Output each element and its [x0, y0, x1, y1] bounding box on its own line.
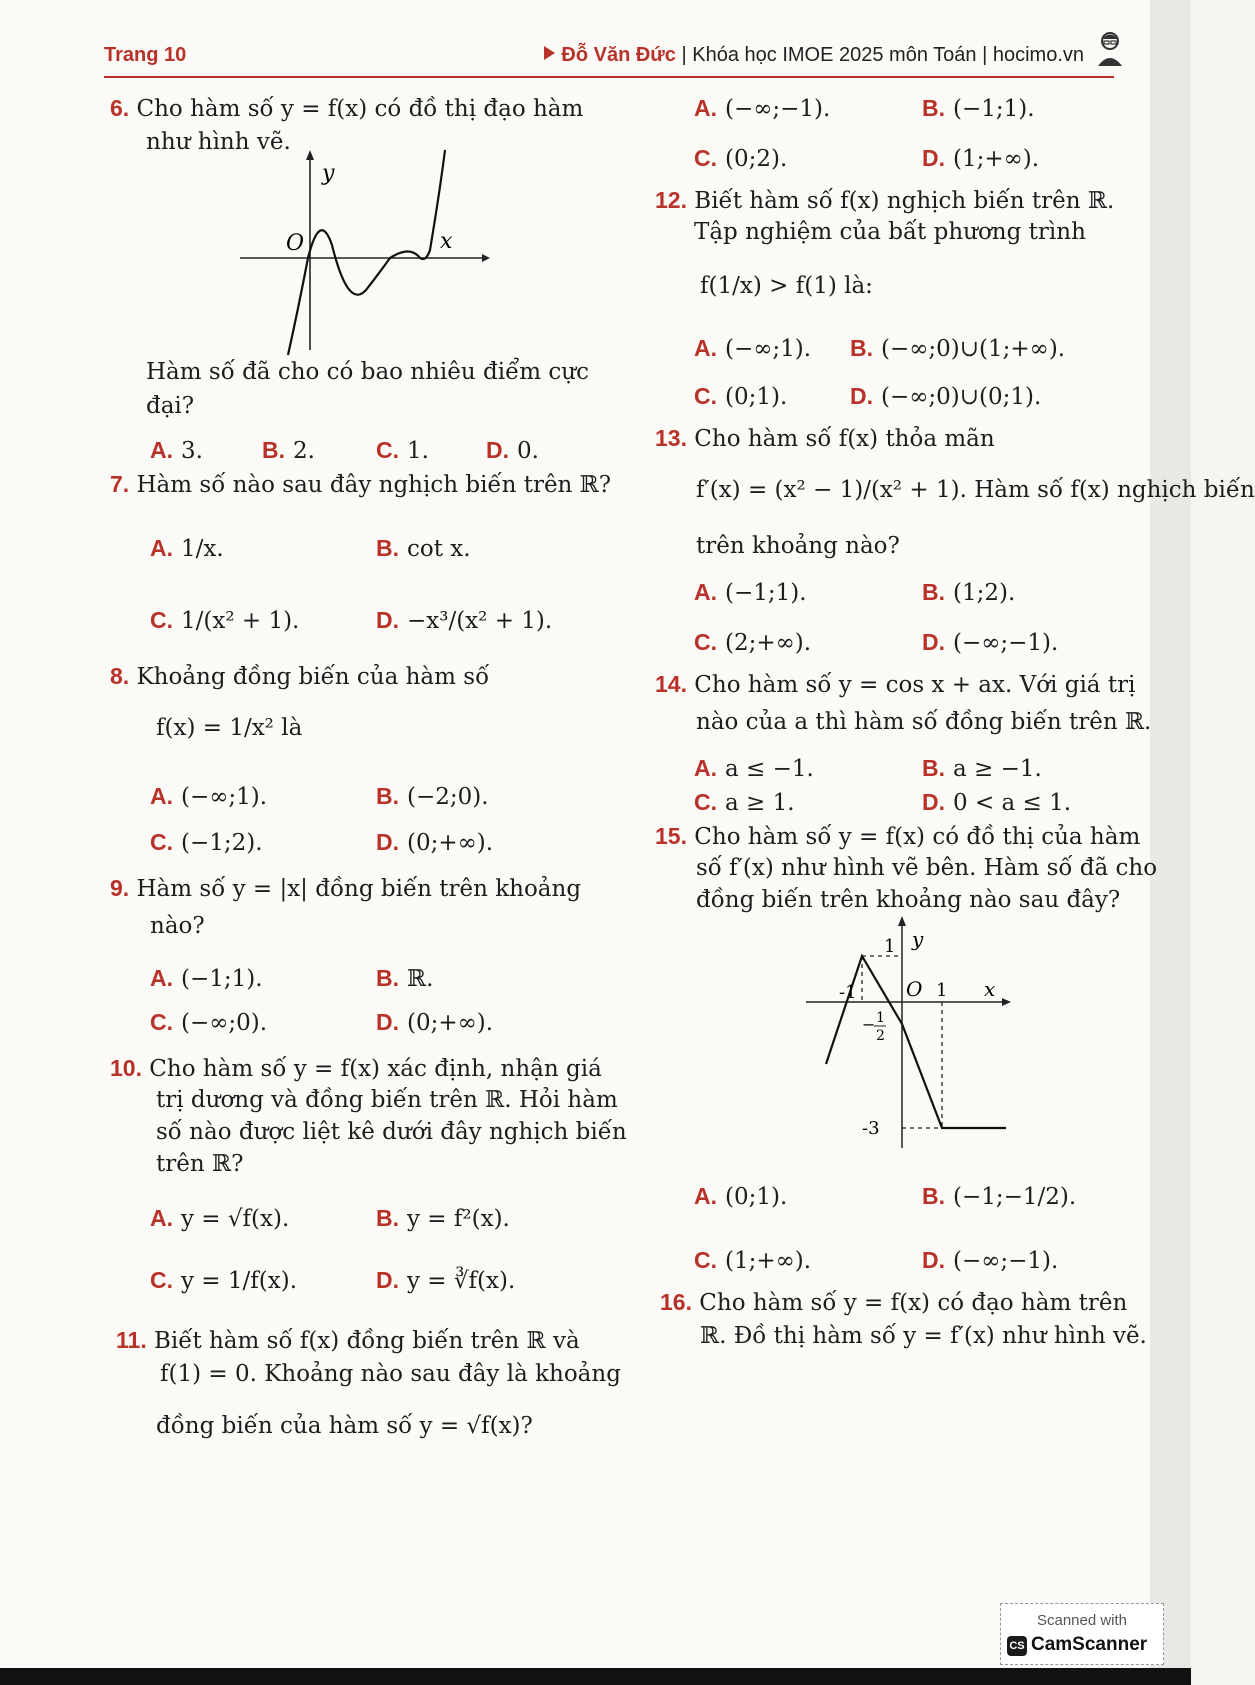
question-16	[660, 1286, 1127, 1319]
page-margin-strip	[1150, 0, 1191, 1685]
question-number: 8.	[110, 663, 130, 689]
page-header	[104, 44, 1114, 78]
question-8	[110, 660, 489, 693]
question-8-line2: f(x) = 1/x² là	[156, 715, 303, 741]
question-12-line2: Tập nghiệm của bất phương trình	[694, 219, 1086, 245]
q8-option-b[interactable]: B. (−2;0).	[376, 783, 489, 810]
q7-option-d[interactable]: D. −x³/(x² + 1).	[376, 607, 553, 634]
question-15-line3: đồng biến trên khoảng nào sau đây?	[696, 887, 1121, 913]
question-number: 13.	[655, 425, 687, 451]
question-text: Cho hàm số y = cos x + ax. Với giá trị	[694, 672, 1136, 698]
x-axis-arrow-icon	[1002, 998, 1011, 1006]
question-11-line2: f(1) = 0. Khoảng nào sau đây là khoảng	[160, 1361, 621, 1387]
question-11	[116, 1324, 580, 1357]
q6-option-a[interactable]: A. 3.	[150, 437, 203, 464]
tick-x-1: 1	[936, 980, 948, 1001]
question-number: 12.	[655, 187, 687, 213]
q13-option-b[interactable]: B. (1;2).	[922, 579, 1016, 606]
question-text: Biết hàm số f(x) đồng biến trên ℝ và	[154, 1328, 580, 1354]
q11-option-c[interactable]: C. (0;2).	[694, 145, 788, 172]
question-6-line2: như hình vẽ.	[146, 129, 291, 155]
tick-y-half-num: 1	[876, 1010, 885, 1026]
question-13-line3: trên khoảng nào?	[696, 533, 900, 559]
course-title: Khóa học IMOE 2025 môn Toán	[692, 44, 977, 66]
question-10-line2: trị dương và đồng biến trên ℝ. Hỏi hàm	[156, 1087, 618, 1113]
site-name: hocimo.vn	[992, 44, 1084, 66]
q9-option-c[interactable]: C. (−∞;0).	[150, 1009, 268, 1036]
question-12	[655, 184, 1114, 217]
q12-option-d[interactable]: D. (−∞;0)∪(0;1).	[850, 383, 1042, 410]
header-info: Đỗ Văn Đức | Khóa học IMOE 2025 môn Toán | hocimo.vn	[544, 44, 1084, 67]
q10-option-d[interactable]: D. y = ∛f(x).	[376, 1267, 516, 1294]
q15-option-b[interactable]: B. (−1;−1/2).	[922, 1183, 1077, 1210]
q14-option-b[interactable]: B. a ≥ −1.	[922, 755, 1042, 782]
q6-option-b[interactable]: B. 2.	[262, 437, 315, 464]
question-6	[110, 92, 583, 125]
question-text: Hàm số y = |x| đồng biến trên khoảng	[136, 876, 582, 902]
q14-option-a[interactable]: A. a ≤ −1.	[694, 755, 814, 782]
x-label: x	[440, 229, 453, 254]
question-9-line2: nào?	[150, 913, 205, 939]
question-text: Khoảng đồng biến của hàm số	[136, 664, 490, 690]
bottom-edge	[0, 1668, 1191, 1685]
question-text: Cho hàm số f(x) thỏa mãn	[694, 426, 995, 452]
q9-option-a[interactable]: A. (−1;1).	[150, 965, 263, 992]
tick-y-neg3: -3	[862, 1118, 880, 1139]
q7-option-a[interactable]: A. 1/x.	[150, 535, 224, 562]
question-number: 16.	[660, 1289, 692, 1315]
camscanner-logo-icon: CS	[1007, 1636, 1027, 1656]
tick-x-neg1: -1	[839, 982, 857, 1003]
q15-option-c[interactable]: C. (1;+∞).	[694, 1247, 812, 1274]
q11-option-b[interactable]: B. (−1;1).	[922, 95, 1035, 122]
origin-label: O	[286, 231, 305, 256]
question-13	[655, 422, 995, 455]
question-15-line2: số f′(x) như hình vẽ bên. Hàm số đã cho	[696, 855, 1158, 881]
question-number: 11.	[116, 1327, 147, 1353]
question-text: Cho hàm số y = f(x) có đồ thị đạo hàm	[136, 96, 584, 122]
watermark-brand: CamScanner	[1031, 1634, 1148, 1655]
q11-option-a[interactable]: A. (−∞;−1).	[694, 95, 831, 122]
watermark-caption: Scanned with	[1036, 1612, 1128, 1629]
q7-option-c[interactable]: C. 1/(x² + 1).	[150, 607, 300, 634]
play-triangle-icon	[544, 46, 555, 60]
question-14	[655, 668, 1135, 701]
q6-option-c[interactable]: C. 1.	[376, 437, 429, 464]
question-text: Cho hàm số y = f(x) xác định, nhận giá	[149, 1056, 602, 1082]
question-number: 6.	[110, 95, 130, 121]
q10-option-c[interactable]: C. y = 1/f(x).	[150, 1267, 298, 1294]
q11-option-d[interactable]: D. (1;+∞).	[922, 145, 1040, 172]
question-number: 14.	[655, 671, 687, 697]
q9-option-b[interactable]: B. ℝ.	[376, 965, 434, 992]
y-axis-arrow-icon	[898, 916, 906, 926]
q9-option-d[interactable]: D. (0;+∞).	[376, 1009, 494, 1036]
question-text: Cho hàm số y = f(x) có đồ thị của hàm	[694, 824, 1141, 850]
q12-option-c[interactable]: C. (0;1).	[694, 383, 788, 410]
camscanner-watermark	[1000, 1603, 1164, 1665]
x-label: x	[984, 977, 996, 1001]
q15-option-a[interactable]: A. (0;1).	[694, 1183, 788, 1210]
question-6-line4: đại?	[146, 393, 195, 419]
tick-y-half-den: 2	[876, 1028, 885, 1044]
question-12-line3: f(1/x) > f(1) là:	[700, 273, 873, 299]
q15-option-d[interactable]: D. (−∞;−1).	[922, 1247, 1059, 1274]
q12-option-a[interactable]: A. (−∞;1).	[694, 335, 812, 362]
q6-option-d[interactable]: D. 0.	[486, 437, 539, 464]
question-10	[110, 1052, 602, 1085]
q13-option-c[interactable]: C. (2;+∞).	[694, 629, 812, 656]
question-11-line3: đồng biến của hàm số y = √f(x)?	[156, 1413, 533, 1439]
tick-y-1: 1	[884, 936, 896, 957]
q14-option-d[interactable]: D. 0 < a ≤ 1.	[922, 789, 1072, 816]
q8-option-d[interactable]: D. (0;+∞).	[376, 829, 494, 856]
question-10-line4: trên ℝ?	[156, 1151, 244, 1177]
question-text: Cho hàm số y = f(x) có đạo hàm trên	[699, 1290, 1128, 1316]
q8-option-a[interactable]: A. (−∞;1).	[150, 783, 268, 810]
question-14-line2: nào của a thì hàm số đồng biến trên ℝ.	[696, 709, 1152, 735]
q10-option-a[interactable]: A. y = √f(x).	[150, 1205, 290, 1232]
question-text: Hàm số nào sau đây nghịch biến trên ℝ?	[136, 472, 612, 498]
q13-option-a[interactable]: A. (−1;1).	[694, 579, 807, 606]
q8-option-c[interactable]: C. (−1;2).	[150, 829, 263, 856]
q14-option-c[interactable]: C. a ≥ 1.	[694, 789, 795, 816]
y-axis-arrow-icon	[306, 150, 314, 160]
derivative-curve	[288, 150, 445, 355]
y-label: y	[912, 927, 924, 951]
question-text: Biết hàm số f(x) nghịch biến trên ℝ.	[694, 188, 1115, 214]
question-10-line3: số nào được liệt kê dưới đây nghịch biến	[156, 1119, 627, 1145]
question-7	[110, 468, 611, 501]
graph-f-prime-q6	[240, 150, 490, 355]
origin-label: O	[906, 977, 923, 1001]
question-6-line3: Hàm số đã cho có bao nhiêu điểm cực	[146, 359, 589, 385]
question-number: 7.	[110, 471, 130, 497]
author-name: Đỗ Văn Đức	[561, 44, 676, 66]
y-label: y	[322, 161, 335, 186]
question-16-line2: ℝ. Đồ thị hàm số y = f′(x) như hình vẽ.	[700, 1323, 1147, 1349]
q13-option-d[interactable]: D. (−∞;−1).	[922, 629, 1059, 656]
q10-option-b[interactable]: B. y = f²(x).	[376, 1205, 510, 1232]
tick-y-half-sign: −	[862, 1015, 876, 1034]
question-number: 9.	[110, 875, 130, 901]
graph-f-prime-q15	[806, 916, 1016, 1151]
q7-option-b[interactable]: B. cot x.	[376, 535, 471, 562]
x-axis-arrow-icon	[482, 254, 490, 262]
question-13-line2: f′(x) = (x² − 1)/(x² + 1). Hàm số f(x) nghịch biến	[696, 477, 1255, 503]
question-number: 10.	[110, 1055, 142, 1081]
question-number: 15.	[655, 823, 687, 849]
author-avatar-icon	[1095, 28, 1125, 68]
question-15	[655, 820, 1140, 853]
q12-option-b[interactable]: B. (−∞;0)∪(1;+∞).	[850, 335, 1066, 362]
question-9	[110, 872, 581, 905]
page-number: Trang 10	[104, 44, 187, 66]
header-divider	[104, 76, 1114, 78]
